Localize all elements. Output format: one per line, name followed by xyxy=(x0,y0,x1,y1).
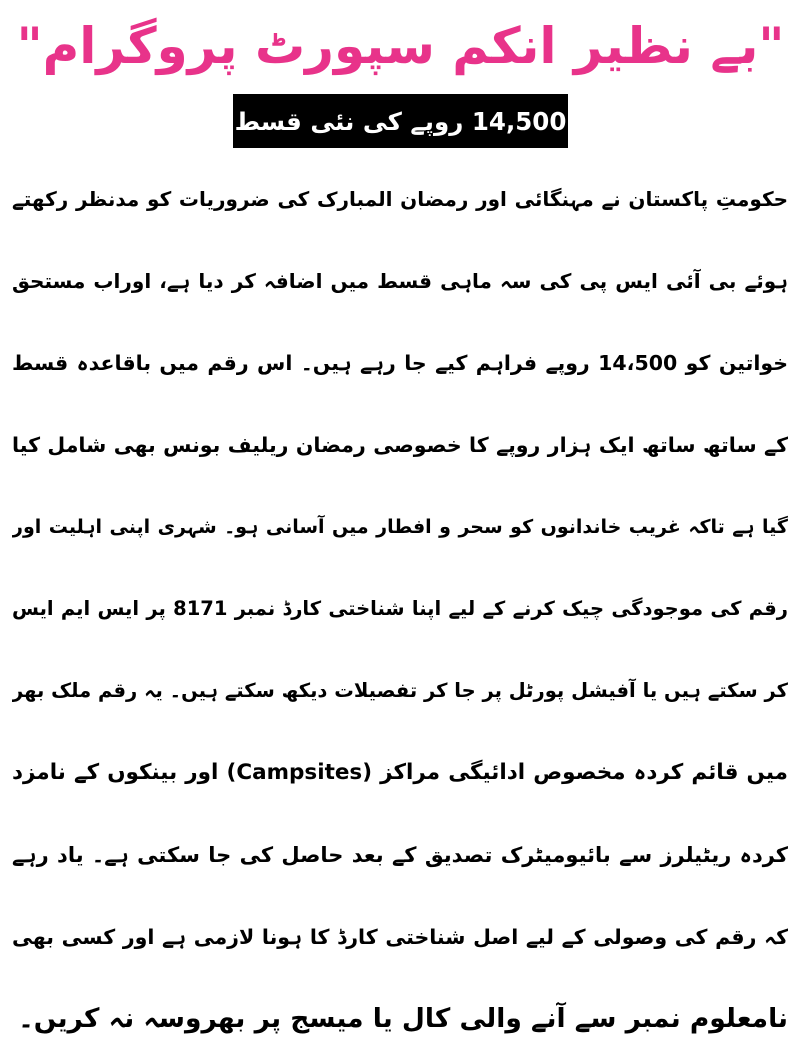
body-line: حکومتِ پاکستان نے مہنگائی اور رمضان المبارک کی ضروریات کو مدنظر رکھتے xyxy=(12,187,788,211)
body-line: میں قائم کردہ مخصوص ادائیگی مراکز (Campsites) اور بینکوں کے نامزد xyxy=(12,760,788,785)
body-line: کر سکتے ہیں یا آفیشل پورٹل پر جا کر تفصیلات دیکھ سکتے ہیں۔ یہ رقم ملک بھر xyxy=(12,679,788,702)
body-line: رقم کی موجودگی چیک کرنے کے لیے اپنا شناختی کارڈ نمبر 8171 پر ایس ایم ایس xyxy=(12,597,788,620)
body-line: گیا ہے تاکہ غریب خاندانوں کو سحر و افطار میں آسانی ہو۔ شہری اپنی اہلیت اور xyxy=(12,516,788,538)
article-body xyxy=(12,158,788,1060)
body-line: ہوئے بی آئی ایس پی کی سہ ماہی قسط میں اضافہ کر دیا ہے، اوراب مستحق xyxy=(12,269,788,293)
body-line: کے ساتھ ساتھ ایک ہزار روپے کا خصوصی رمضان ریلیف بونس بھی شامل کیا xyxy=(12,433,788,457)
body-line: نامعلوم نمبر سے آنے والی کال یا میسج پر بھروسہ نہ کریں۔ xyxy=(18,1003,788,1034)
body-line: کہ رقم کی وصولی کے لیے اصل شناختی کارڈ کا ہونا لازمی ہے اور کسی بھی xyxy=(12,925,788,949)
installment-banner: 14,500 روپے کی نئی قسط xyxy=(233,94,568,148)
page-title: "بے نظیر انکم سپورٹ پروگرام" xyxy=(16,17,785,75)
body-line: کردہ ریٹیلرز سے بائیومیٹرک تصدیق کے بعد حاصل کی جا سکتی ہے۔ یاد رہے xyxy=(12,843,788,867)
body-line: خواتین کو 14،500 روپے فراہم کیے جا رہے ہیں۔ اس رقم میں باقاعدہ قسط xyxy=(12,351,788,375)
